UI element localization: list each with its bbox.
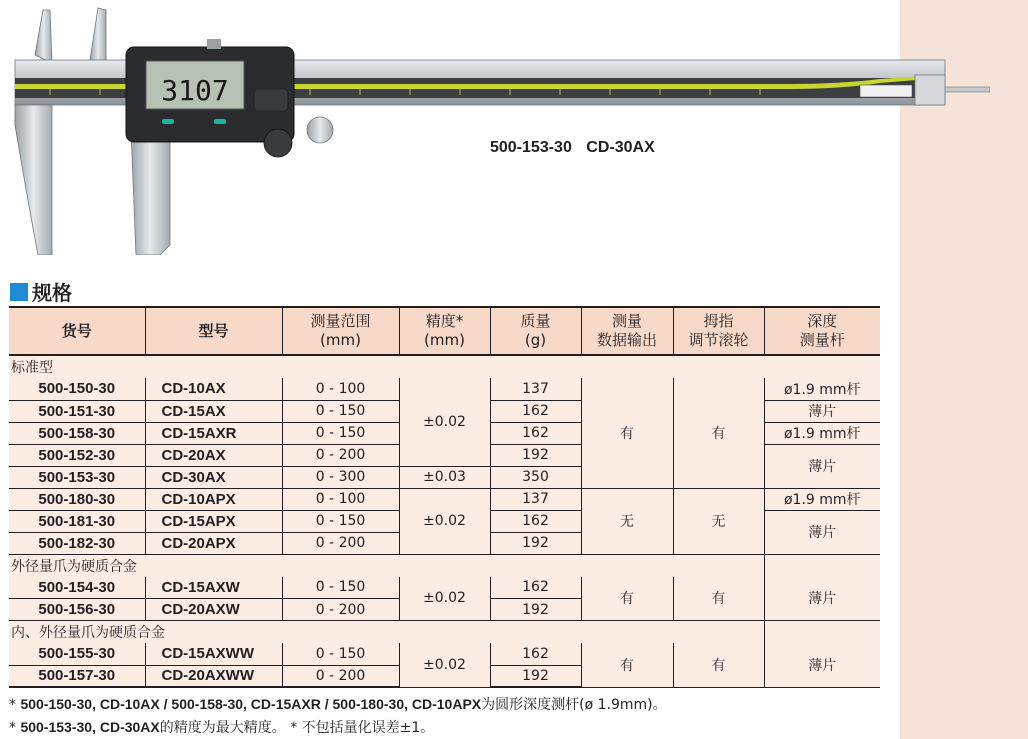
- footnote-1: * 500-150-30, CD-10AX / 500-158-30, CD-15AXR / 500-180-30, CD-10APX为圆形深度测杆(ø 1.9mm)。: [9, 696, 667, 713]
- table-header-row: [9, 307, 880, 355]
- cell-range: 0 - 150: [282, 400, 399, 422]
- cell-depth-bar: ø1.9 mm杆: [764, 378, 880, 400]
- cell-model: CD-15AXR: [145, 422, 282, 444]
- cell-mass: 162: [490, 510, 581, 532]
- header-mass: 质量 (g): [490, 307, 581, 355]
- section-heading: [10, 277, 72, 306]
- cell-accuracy: ±0.02: [399, 378, 490, 466]
- cell-thumb-roller: 无: [673, 488, 764, 554]
- header-thumb-roller: 拇指 调节滚轮: [673, 307, 764, 355]
- cell-range: 0 - 150: [282, 422, 399, 444]
- section-title: 规格: [32, 281, 72, 305]
- caliper-illustration: [10, 5, 990, 255]
- cell-depth-bar: 薄片: [764, 643, 880, 687]
- group-spacer: [764, 554, 880, 577]
- header-output: 测量 数据输出: [581, 307, 673, 355]
- cell-output: 有: [581, 577, 673, 621]
- table-row: [9, 577, 880, 599]
- cell-output: 有: [581, 378, 673, 488]
- cell-mass: 162: [490, 422, 581, 444]
- cell-depth-bar: ø1.9 mm杆: [764, 422, 880, 444]
- group-spacer: [764, 621, 880, 644]
- cell-depth-bar: ø1.9 mm杆: [764, 488, 880, 510]
- cell-mass: 162: [490, 643, 581, 665]
- cell-mass: 162: [490, 577, 581, 599]
- cell-model: CD-10AX: [145, 378, 282, 400]
- cell-accuracy: ±0.02: [399, 643, 490, 687]
- table-row: [9, 378, 880, 400]
- header-depth-bar: 深度 测量杆: [764, 307, 880, 355]
- cell-code: 500-150-30: [9, 378, 145, 400]
- cell-code: 500-154-30: [9, 577, 145, 599]
- cell-model: CD-15AXW: [145, 577, 282, 599]
- cell-range: 0 - 100: [282, 378, 399, 400]
- cell-mass: 137: [490, 488, 581, 510]
- cell-thumb-roller: 有: [673, 378, 764, 488]
- cell-code: 500-155-30: [9, 643, 145, 665]
- cell-accuracy: ±0.02: [399, 577, 490, 621]
- spec-table: [9, 306, 880, 688]
- cell-range: 0 - 200: [282, 665, 399, 687]
- cell-model: CD-20APX: [145, 532, 282, 554]
- cell-range: 0 - 150: [282, 577, 399, 599]
- cell-code: 500-153-30: [9, 466, 145, 488]
- cell-mass: 137: [490, 378, 581, 400]
- cell-depth-bar: 薄片: [764, 444, 880, 488]
- group-label: 标准型: [9, 355, 880, 378]
- section-marker: [10, 283, 28, 301]
- group-row-standard: [9, 355, 880, 378]
- cell-model: CD-10APX: [145, 488, 282, 510]
- group-row-outer-carbide: [9, 554, 880, 577]
- cell-output: 无: [581, 488, 673, 554]
- cell-code: 500-158-30: [9, 422, 145, 444]
- cell-mass: 192: [490, 532, 581, 554]
- cell-code: 500-181-30: [9, 510, 145, 532]
- cell-model: CD-20AX: [145, 444, 282, 466]
- cell-accuracy: ±0.03: [399, 466, 490, 488]
- cell-mass: 350: [490, 466, 581, 488]
- cell-mass: 162: [490, 400, 581, 422]
- cell-model: CD-30AX: [145, 466, 282, 488]
- cell-depth-bar: 薄片: [764, 400, 880, 422]
- cell-thumb-roller: 有: [673, 643, 764, 687]
- cell-range: 0 - 150: [282, 643, 399, 665]
- cell-code: 500-180-30: [9, 488, 145, 510]
- cell-mass: 192: [490, 444, 581, 466]
- header-model: 型号: [145, 307, 282, 355]
- cell-code: 500-156-30: [9, 599, 145, 621]
- footnote-2: * 500-153-30, CD-30AX的精度为最大精度。 * 不包括量化误差±1。: [9, 719, 435, 736]
- cell-model: CD-15APX: [145, 510, 282, 532]
- footnotes: [9, 693, 667, 739]
- cell-code: 500-151-30: [9, 400, 145, 422]
- cell-depth-bar: 薄片: [764, 510, 880, 554]
- cell-range: 0 - 200: [282, 599, 399, 621]
- cell-model: CD-15AX: [145, 400, 282, 422]
- cell-accuracy: ±0.02: [399, 488, 490, 554]
- cell-model: CD-15AXWW: [145, 643, 282, 665]
- cell-range: 0 - 150: [282, 510, 399, 532]
- cell-code: 500-152-30: [9, 444, 145, 466]
- cell-range: 0 - 200: [282, 444, 399, 466]
- cell-thumb-roller: 有: [673, 577, 764, 621]
- cell-range: 0 - 300: [282, 466, 399, 488]
- display-reading: 3107: [161, 74, 229, 107]
- group-label: 外径量爪为硬质合金: [9, 554, 764, 577]
- cell-model: CD-20AXW: [145, 599, 282, 621]
- cell-range: 0 - 200: [282, 532, 399, 554]
- product-label: 500-153-30 CD-30AX: [490, 139, 655, 156]
- cell-output: 有: [581, 643, 673, 687]
- table-row: [9, 643, 880, 665]
- cell-range: 0 - 100: [282, 488, 399, 510]
- cell-code: 500-157-30: [9, 665, 145, 687]
- group-row-inner-outer-carbide: [9, 621, 880, 644]
- header-code: 货号: [9, 307, 145, 355]
- header-range: 测量范围 (mm): [282, 307, 399, 355]
- cell-model: CD-20AXWW: [145, 665, 282, 687]
- cell-mass: 192: [490, 599, 581, 621]
- group-label: 内、外径量爪为硬质合金: [9, 621, 764, 644]
- header-accuracy: 精度* (mm): [399, 307, 490, 355]
- table-row: [9, 488, 880, 510]
- cell-code: 500-182-30: [9, 532, 145, 554]
- cell-mass: 192: [490, 665, 581, 687]
- cell-depth-bar: 薄片: [764, 577, 880, 621]
